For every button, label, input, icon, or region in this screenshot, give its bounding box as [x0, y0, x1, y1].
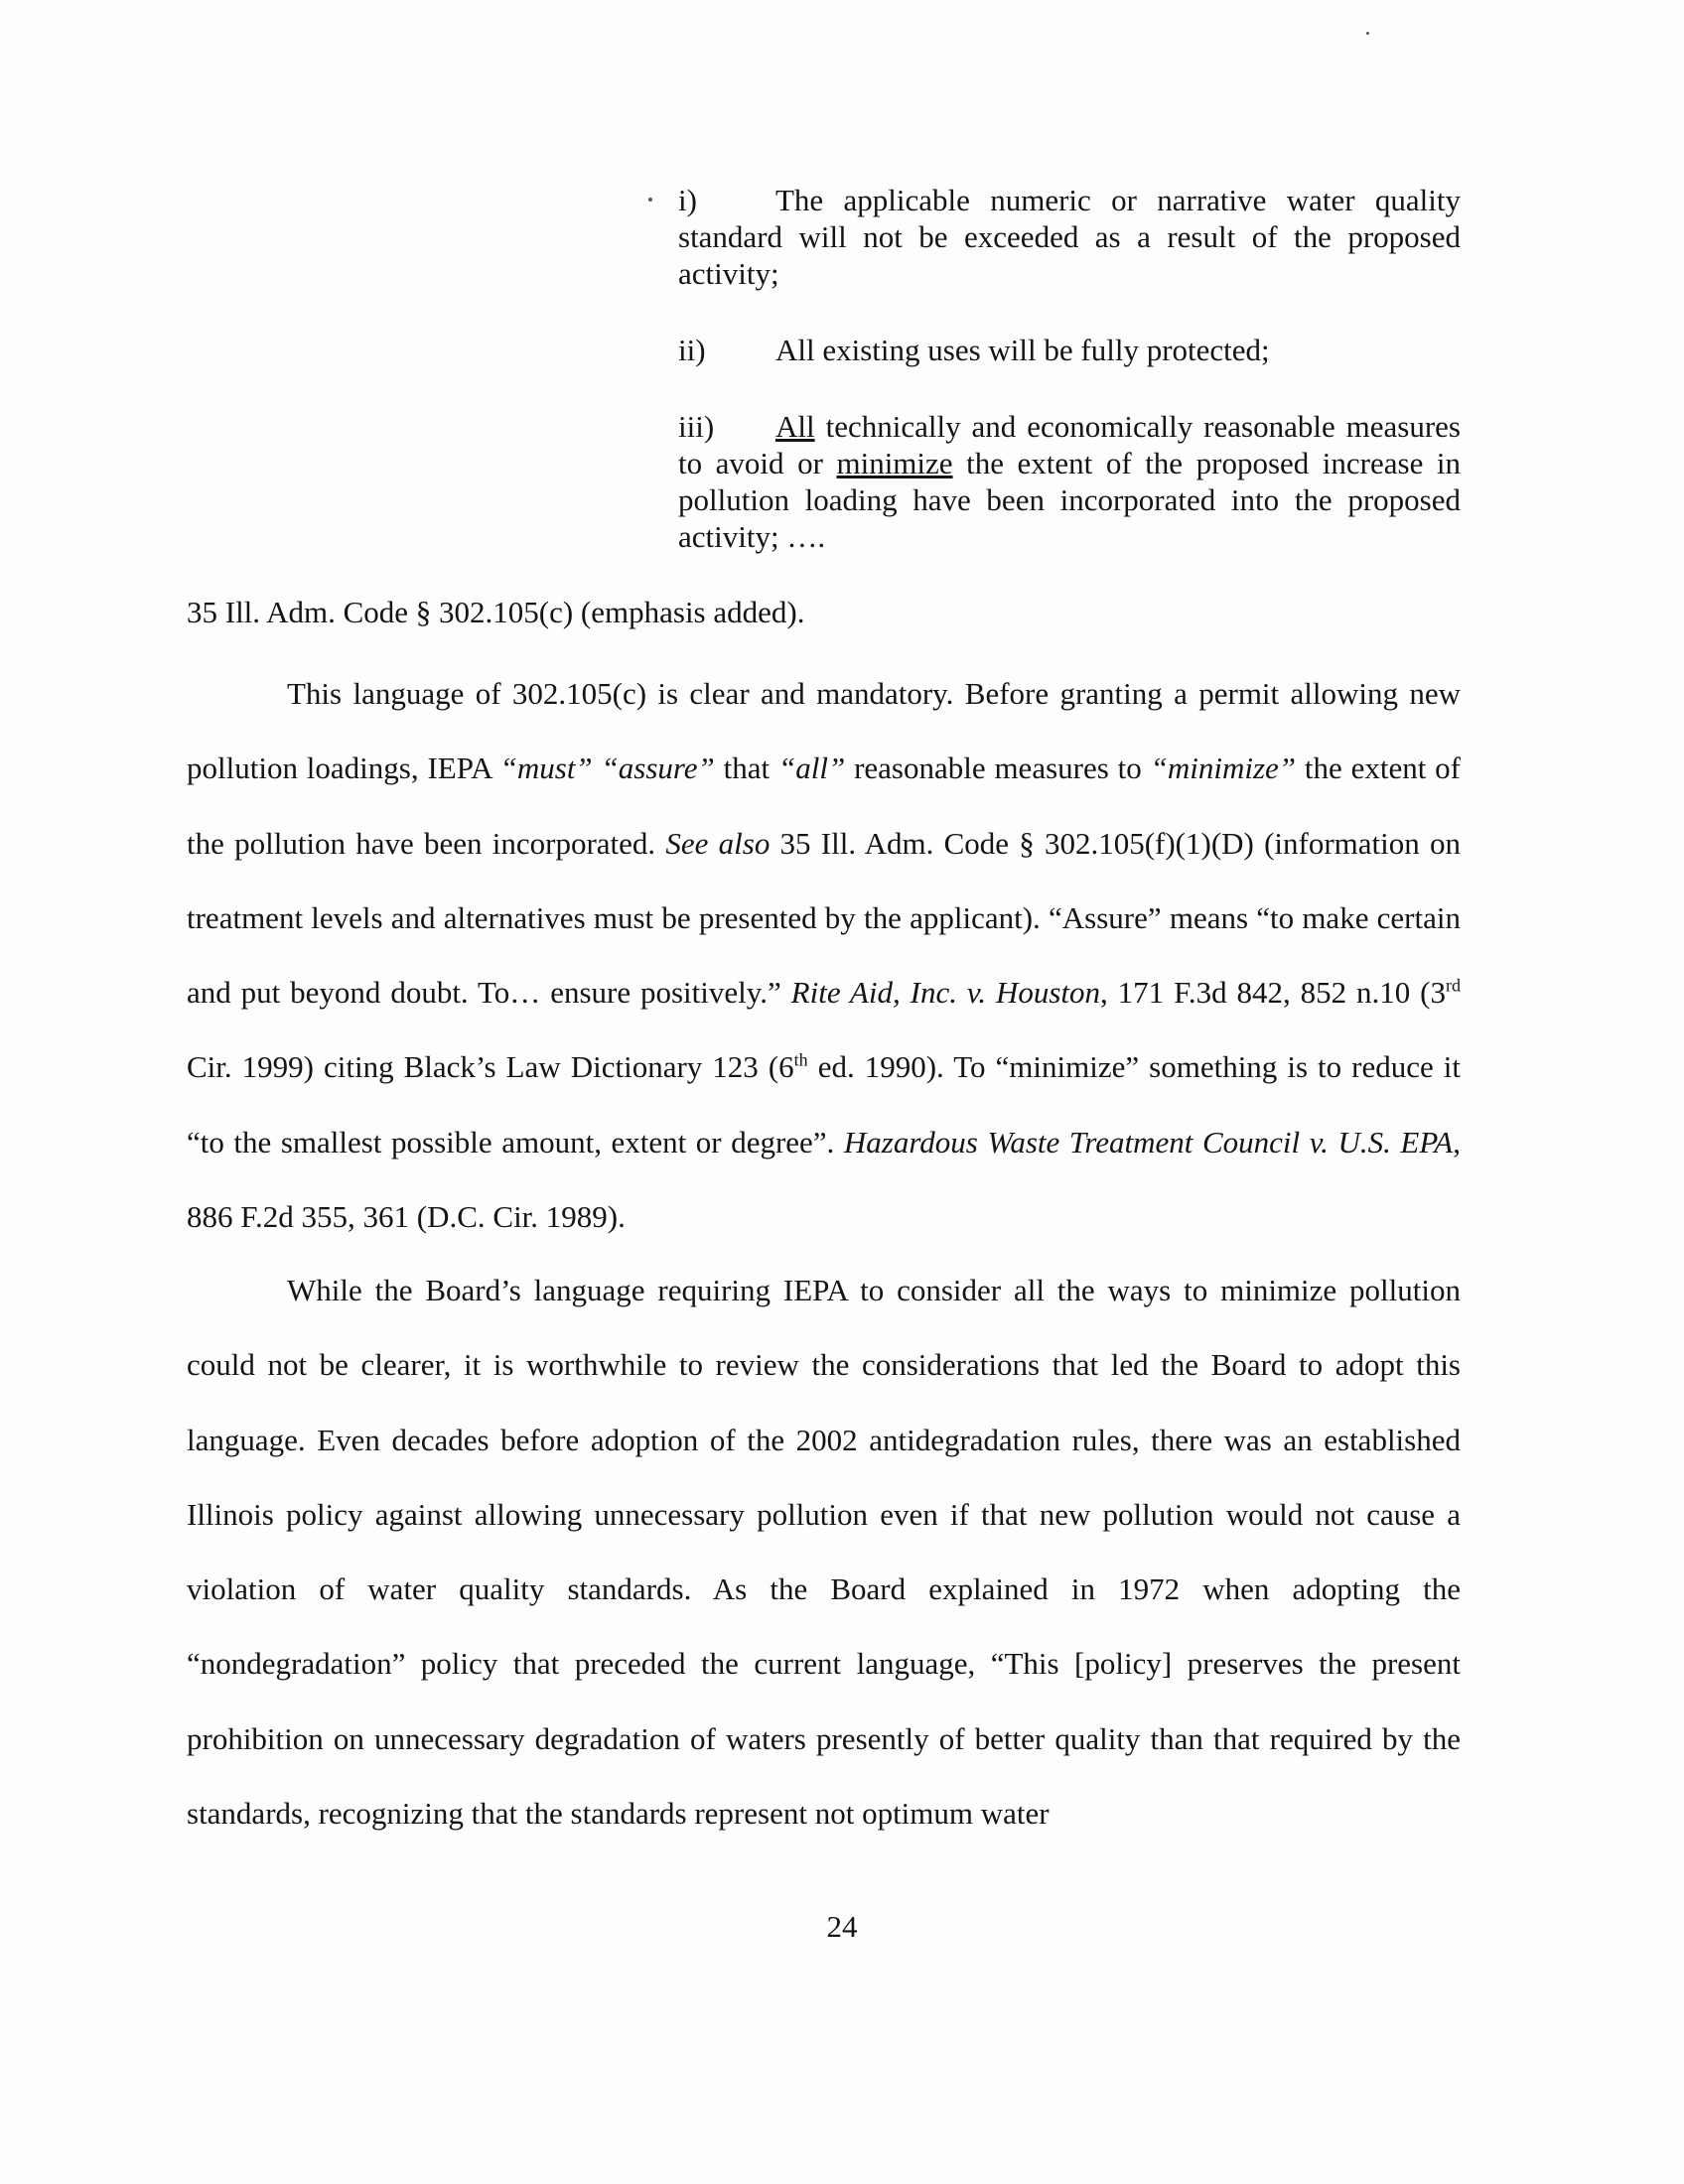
text-run: reasonable measures to [845, 751, 1151, 786]
quote-item-1 [678, 182, 1461, 292]
item-text: All existing uses will be fully protected; [775, 333, 1270, 367]
text-run: the extent of the pollution have been incorporated. [187, 751, 1461, 861]
emphasis-all: All [775, 409, 815, 444]
item-numeral: ii) [678, 333, 706, 367]
emphasis-minimize: “minimize” [1150, 751, 1297, 786]
emphasis-all: “all” [778, 751, 846, 786]
text-run: ed. 1990). To “minimize” something is to reduce it “to the smallest possible amount, extent or degree”. [187, 1049, 1461, 1160]
item-text: the extent of the proposed increase in pollution loading have been incorporated into the proposed activity; …. [678, 446, 1462, 554]
citation: 35 Ill. Adm. Code § 302.105(c) (emphasis added). [187, 595, 805, 629]
item-text: The applicable numeric or narrative water quality standard will not be exceeded as a result of the proposed activity; [678, 183, 1461, 291]
item-numeral: i) [678, 183, 697, 217]
text-run: 35 Ill. Adm. Code § 302.105(f)(1)(D) (information on treatment levels and alternatives must be presented by the applicant). “Assure” means “to make certain and put beyond doubt. To… ensure positively.” [187, 825, 1461, 1011]
item-numeral: iii) [678, 409, 715, 444]
signal-see-also: See also [665, 825, 771, 861]
emphasis-assure: “assure” [601, 751, 715, 786]
quote-item-3 [678, 408, 1461, 555]
ordinal-suffix: rd [1446, 975, 1461, 996]
case-name: Rite Aid, Inc. v. Houston [790, 975, 1101, 1011]
quote-item-2 [678, 332, 1461, 368]
page-number: 24 [826, 1909, 858, 1944]
item-text: technically and economically reasonable measures to avoid or [678, 409, 1461, 480]
emphasis-minimize: minimize [836, 446, 953, 480]
text-run: that [714, 751, 778, 786]
emphasis-must: “must” [499, 751, 593, 786]
block-quote [678, 182, 1461, 595]
text-run: , 171 F.3d 842, 852 n.10 (3 [1100, 975, 1446, 1011]
scan-speck [648, 198, 652, 202]
ordinal-suffix: th [793, 1050, 808, 1071]
scan-speck [1366, 32, 1369, 35]
text-run: This language of 302.105(c) is clear and mandatory. Before granting a permit allowing new pollution loadings, IEPA [187, 676, 1461, 786]
paragraph-2: While the Board’s language requiring IEPA to consider all the ways to minimize pollution could not be clearer, it is worthwhile to review the considerations that led the Board to adopt this language. Even decades before adoption of the 2002 antidegradation rules, there was an established Illinois policy against allowing unnecessary pollution even if that new pollution would not cause a violation of water quality standards. As the Board explained in 1972 when adopting the “nondegradation” policy that preceded the current language, “This [policy] preserves the present prohibition on unnecessary degradation of waters presently of better quality than that required by the standards, recognizing that the standards represent not optimum water [187, 1273, 1461, 1832]
text-run: Cir. 1999) citing Black’s Law Dictionary 123 (6 [187, 1049, 794, 1085]
case-name: Hazardous Waste Treatment Council v. U.S. EPA [843, 1124, 1454, 1160]
paragraph-1 [187, 656, 1461, 1254]
text-run: , 886 F.2d 355, 361 (D.C. Cir. 1989). [187, 1124, 1461, 1235]
